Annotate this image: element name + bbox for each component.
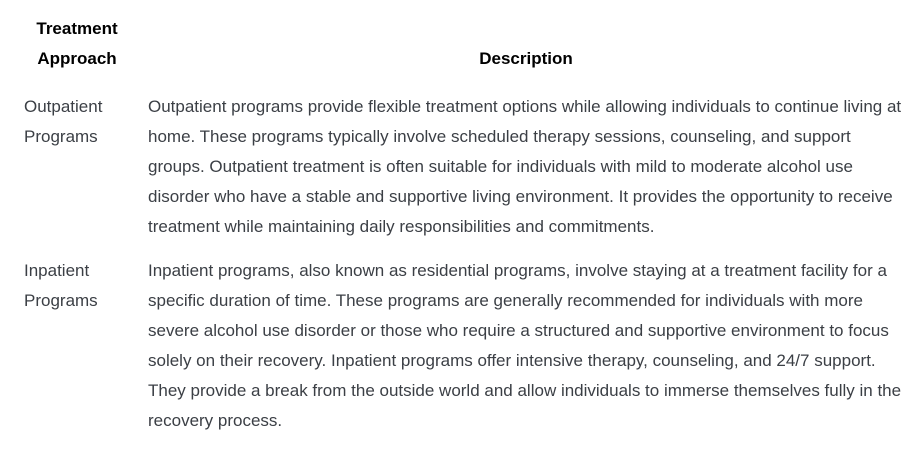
approach-cell-outpatient [12, 92, 142, 256]
table-row-outpatient [12, 92, 910, 256]
description-cell-inpatient: Inpatient programs, also known as residential programs, involve staying at a treatment facility for a specific duration of time. These programs are generally recommended for individuals with more severe alcohol use disorder or those who require a structured and supportive environment to focus solely on their recovery. Inpatient programs offer intensive therapy, counseling, and 24/7 support. They provide a break from the outside world and allow individuals to immerse themselves fully in the recovery process. [148, 261, 902, 430]
table-header [12, 10, 910, 92]
table-body [12, 92, 910, 450]
treatment-approach-header-line2: Approach [37, 49, 117, 68]
description-cell-outpatient: Outpatient programs provide flexible treatment options while allowing individuals to continue living at home. These programs typically involve scheduled therapy sessions, counseling, and support groups. Outpatient treatment is often suitable for individuals with mild to moderate alcohol use disorder who have a stable and supportive living environment. It provides the opportunity to receive treatment while maintaining daily responsibilities and commitments. [148, 97, 902, 236]
approach-outpatient-line2: Programs [24, 127, 98, 146]
description-header: Description [479, 49, 573, 68]
header-row [12, 10, 910, 92]
treatment-approach-header [12, 10, 142, 92]
approach-outpatient-line1: Outpatient [24, 97, 103, 116]
approach-inpatient-line1: Inpatient [24, 261, 90, 280]
treatment-approach-header-line1: Treatment [36, 19, 118, 38]
approach-inpatient-line2: Programs [24, 291, 98, 310]
treatment-approaches-table [12, 10, 910, 450]
table-row-inpatient [12, 256, 910, 450]
approach-cell-inpatient [12, 256, 142, 450]
